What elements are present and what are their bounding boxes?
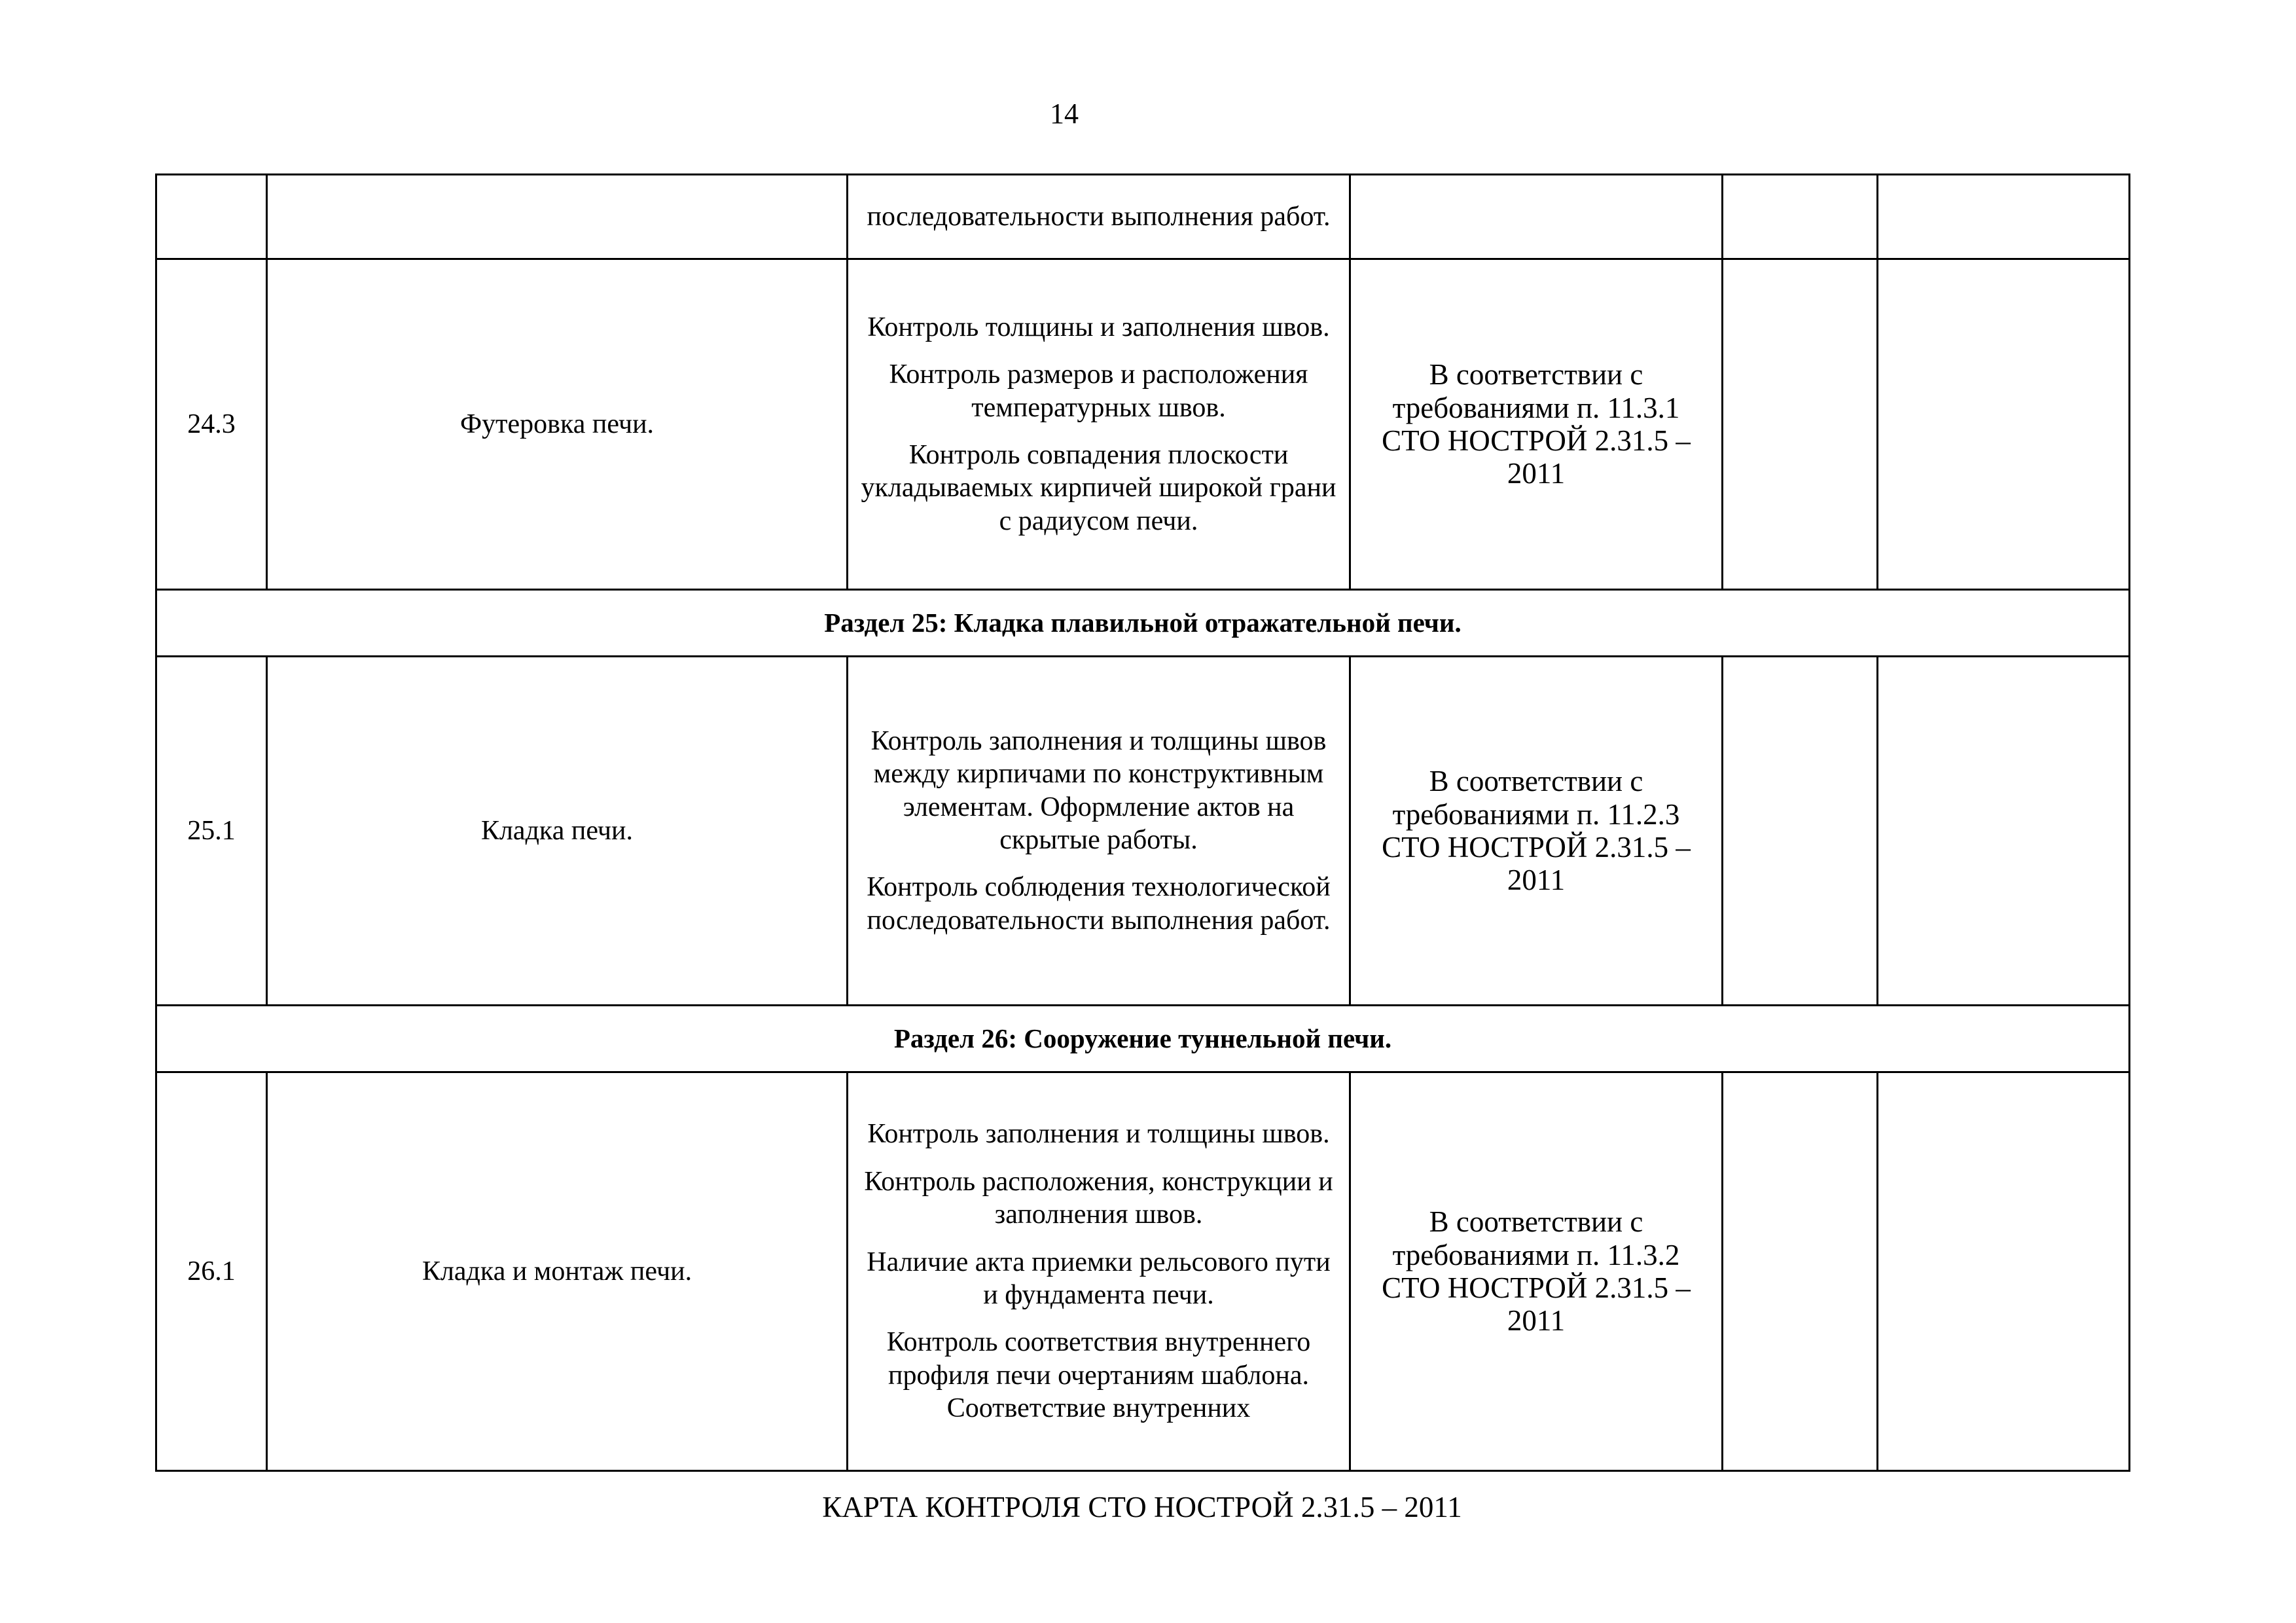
- control-cell: [848, 259, 1350, 590]
- control-text: Контроль соответствия внутреннего профиля печи очертаниям шаблона. Соответствие внутренних: [886, 1327, 1311, 1424]
- control-text: Наличие акта приемки рельсового пути и фундамента печи.: [867, 1247, 1331, 1310]
- control-cell: [848, 175, 1350, 259]
- empty-cell: [1878, 259, 2130, 590]
- control-text: Контроль толщины и заполнения швов.: [867, 312, 1330, 342]
- table-row: [156, 175, 2130, 259]
- empty-cell: [1878, 657, 2130, 1006]
- empty-cell: [1723, 175, 1878, 259]
- empty-cell: [1723, 259, 1878, 590]
- requirement-cell: В соответствии с требованиями п. 11.3.1 СТО НОСТРОЙ 2.31.5 – 2011: [1350, 259, 1723, 590]
- section-row: [156, 1006, 2130, 1072]
- work-name: Футеровка печи.: [267, 259, 848, 590]
- work-name: [267, 175, 848, 259]
- section-heading: Раздел 25: Кладка плавильной отражательной печи.: [156, 590, 2130, 657]
- requirement-cell: В соответствии с требованиями п. 11.3.2 СТО НОСТРОЙ 2.31.5 – 2011: [1350, 1072, 1723, 1471]
- table-row: [156, 657, 2130, 1006]
- control-cell: [848, 1072, 1350, 1471]
- control-cell: [848, 657, 1350, 1006]
- item-number: 26.1: [156, 1072, 267, 1471]
- requirement-cell: [1350, 175, 1723, 259]
- item-number: 24.3: [156, 259, 267, 590]
- empty-cell: [1878, 175, 2130, 259]
- control-text: Контроль расположения, конструкции и заполнения швов.: [864, 1166, 1333, 1230]
- item-number: 25.1: [156, 657, 267, 1006]
- table-row: [156, 259, 2130, 590]
- empty-cell: [1723, 1072, 1878, 1471]
- work-name: Кладка печи.: [267, 657, 848, 1006]
- control-map-table: [155, 173, 2130, 1472]
- requirement-cell: В соответствии с требованиями п. 11.2.3 СТО НОСТРОЙ 2.31.5 – 2011: [1350, 657, 1723, 1006]
- control-text: Контроль заполнения и толщины швов.: [867, 1119, 1330, 1150]
- control-text: Контроль совпадения плоскости укладываемых кирпичей широкой грани с радиусом печи.: [861, 440, 1336, 536]
- table-row: [156, 1072, 2130, 1471]
- page-number: 14: [1050, 98, 1079, 130]
- empty-cell: [1723, 657, 1878, 1006]
- section-row: [156, 590, 2130, 657]
- section-heading: Раздел 26: Сооружение туннельной печи.: [156, 1006, 2130, 1072]
- control-text: Контроль заполнения и толщины швов между кирпичами по конструктивным элементам. Оформление актов на скрытые работы.: [870, 725, 1327, 855]
- item-number: [156, 175, 267, 259]
- document-footer: КАРТА КОНТРОЛЯ СТО НОСТРОЙ 2.31.5 – 2011: [822, 1491, 1462, 1523]
- work-name: Кладка и монтаж печи.: [267, 1072, 848, 1471]
- control-text: последовательности выполнения работ.: [867, 201, 1331, 232]
- control-text: Контроль размеров и расположения температурных швов.: [889, 359, 1308, 423]
- control-text: Контроль соблюдения технологической последовательности выполнения работ.: [867, 872, 1331, 936]
- empty-cell: [1878, 1072, 2130, 1471]
